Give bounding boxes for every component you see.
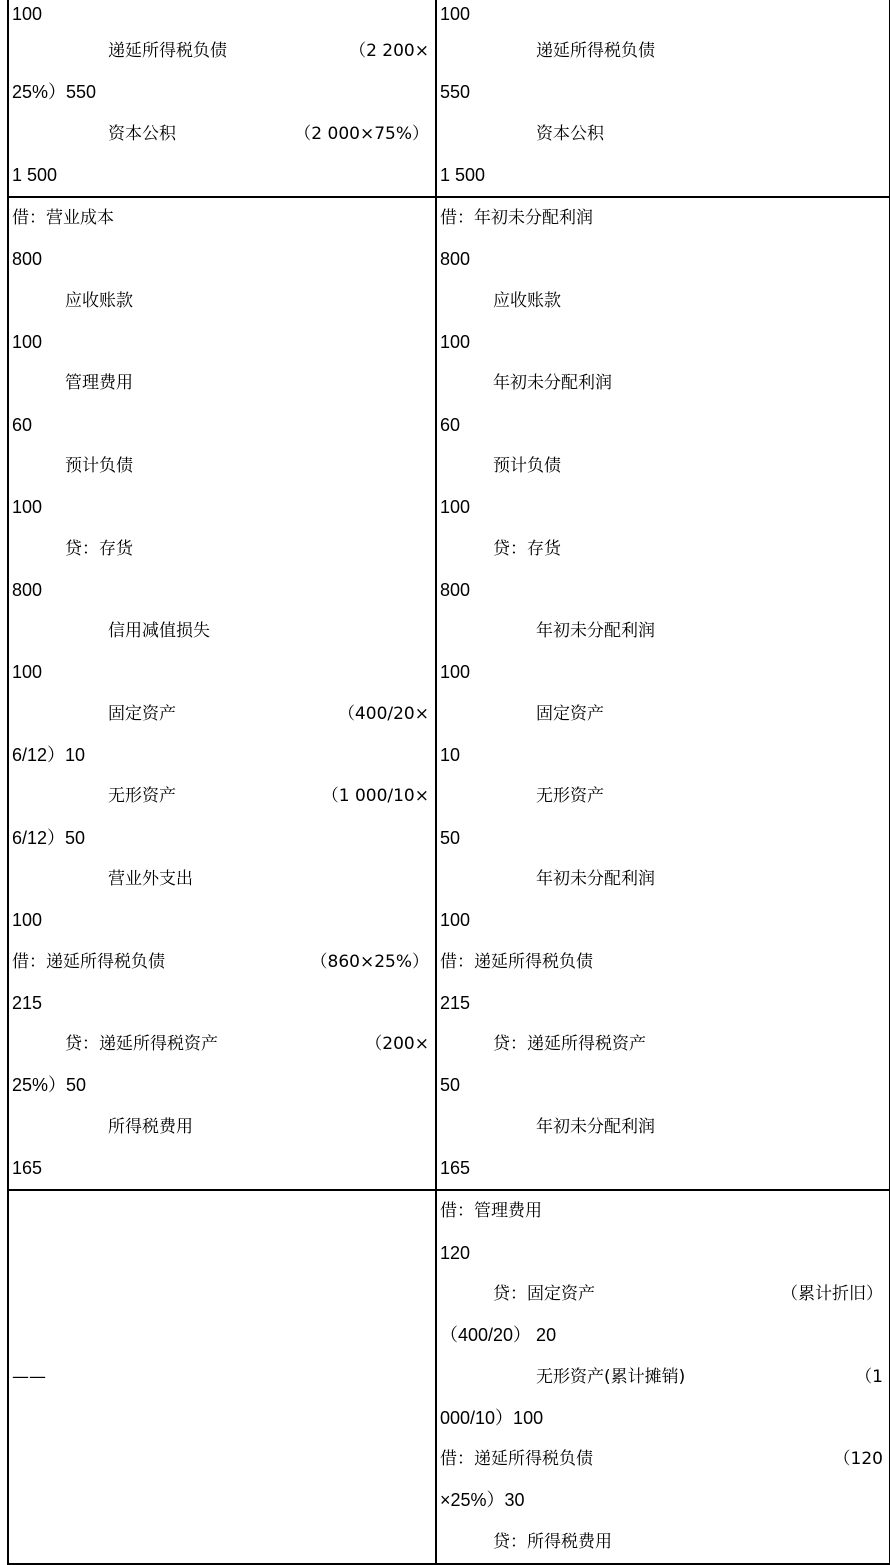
account-line: 贷：存货 <box>65 538 133 559</box>
consolidated-entry-cell <box>8 1190 436 1564</box>
account-line: 贷：递延所得税资产 <box>493 1034 646 1055</box>
amount-line: 165 <box>440 1158 471 1179</box>
account-label: 递延所得税负债 <box>108 41 227 61</box>
account-label: 贷：递延所得税资产 <box>65 1034 218 1055</box>
amount-line: 100 <box>12 910 43 931</box>
entry-line <box>12 1024 435 1065</box>
account-line: 资本公积 <box>536 123 604 144</box>
account-line: 年初未分配利润 <box>536 1116 655 1137</box>
entry-line <box>440 1439 889 1480</box>
amount-line: 100 <box>12 332 43 353</box>
calculation-note: （120 <box>833 1449 883 1470</box>
account-label: 借：递延所得税负债 <box>440 1449 593 1470</box>
account-label: 借：递延所得税负债 <box>12 951 165 972</box>
account-line: 应收账款 <box>493 290 561 311</box>
entry-line <box>440 1357 889 1398</box>
amount-line: 25%）550 <box>12 82 97 103</box>
account-line: 借：营业成本 <box>12 208 114 229</box>
consolidated-entry-cell <box>8 197 436 1190</box>
calculation-note: （2 200× <box>349 41 429 61</box>
calculation-note: （200× <box>365 1034 429 1055</box>
entry-line <box>12 114 435 155</box>
account-label: 贷：固定资产 <box>493 1283 595 1304</box>
entry-line <box>12 942 435 983</box>
empty-dash: —— <box>12 1366 46 1387</box>
calculation-note: （1 <box>855 1366 883 1387</box>
entry-line <box>12 31 435 72</box>
account-line: 信用减值损失 <box>108 621 210 642</box>
table-row <box>8 197 890 1190</box>
amount-line: 100 <box>12 497 43 518</box>
account-line: 借：递延所得税负债 <box>440 951 593 972</box>
amount-line: 1 500 <box>440 164 486 185</box>
account-line: 应收账款 <box>65 290 133 311</box>
amount-line: 60 <box>12 414 33 435</box>
amount-line: 6/12）10 <box>12 745 86 766</box>
amount-line: 800 <box>12 579 43 600</box>
amount-line: 50 <box>440 1075 461 1096</box>
amount-line: 100 <box>440 332 471 353</box>
amount-line: 215 <box>12 992 43 1013</box>
calculation-note: （累计折旧） <box>781 1283 883 1304</box>
account-label: 无形资产 <box>108 786 176 807</box>
amount-line: 165 <box>12 1158 43 1179</box>
entry-line <box>440 1274 889 1315</box>
account-label: 无形资产(累计摊销) <box>536 1366 686 1387</box>
calculation-note: （400/20× <box>337 703 429 724</box>
account-line: 借：年初未分配利润 <box>440 208 593 229</box>
account-line: 贷：所得税费用 <box>493 1531 612 1552</box>
account-line: 年初未分配利润 <box>536 868 655 889</box>
account-line: 固定资产 <box>536 703 604 724</box>
calculation-note: （860×25%） <box>310 951 429 972</box>
amount-line: 50 <box>440 827 461 848</box>
amount-line: （400/20） 20 <box>440 1325 557 1346</box>
calculation-note: （2 000×75%） <box>294 123 429 144</box>
amount-line: 215 <box>440 992 471 1013</box>
amount-line: 100 <box>12 4 43 24</box>
adjusted-entry-cell <box>436 197 890 1190</box>
journal-entry-table <box>7 0 890 1565</box>
consolidated-entry-cell <box>8 0 436 197</box>
journal-table-body <box>8 0 890 1564</box>
account-label: 资本公积 <box>108 123 176 144</box>
table-row <box>8 0 890 197</box>
amount-line: ×25%）30 <box>440 1490 525 1511</box>
amount-line: 100 <box>440 4 471 24</box>
adjusted-entry-cell <box>436 1190 890 1564</box>
amount-line: 800 <box>440 249 471 270</box>
account-line: 所得税费用 <box>108 1116 193 1137</box>
entry-line <box>12 776 435 817</box>
account-line: 借：管理费用 <box>440 1201 542 1222</box>
amount-line: 800 <box>440 579 471 600</box>
amount-line: 6/12）50 <box>12 827 86 848</box>
account-line: 预计负债 <box>493 455 561 476</box>
amount-line: 100 <box>440 662 471 683</box>
amount-line: 100 <box>440 910 471 931</box>
account-line: 贷：存货 <box>493 538 561 559</box>
amount-line: 800 <box>12 249 43 270</box>
adjusted-entry-cell <box>436 0 890 197</box>
amount-line: 120 <box>440 1242 471 1263</box>
account-label: 固定资产 <box>108 703 176 724</box>
account-line: 递延所得税负债 <box>536 41 655 61</box>
account-line: 管理费用 <box>65 373 133 394</box>
amount-line: 10 <box>440 745 461 766</box>
amount-line: 100 <box>12 662 43 683</box>
amount-line: 25%）50 <box>12 1075 87 1096</box>
entry-line <box>12 694 435 735</box>
amount-line: 100 <box>440 497 471 518</box>
calculation-note: （1 000/10× <box>321 786 429 807</box>
account-line: 预计负债 <box>65 455 133 476</box>
amount-line: 000/10）100 <box>440 1407 544 1428</box>
amount-line: 1 500 <box>12 164 58 185</box>
account-line: 年初未分配利润 <box>493 373 612 394</box>
account-line: 无形资产 <box>536 786 604 807</box>
account-line: 年初未分配利润 <box>536 621 655 642</box>
amount-line: 550 <box>440 82 471 103</box>
amount-line: 60 <box>440 414 461 435</box>
account-line: 营业外支出 <box>108 868 193 889</box>
table-row <box>8 1190 890 1564</box>
